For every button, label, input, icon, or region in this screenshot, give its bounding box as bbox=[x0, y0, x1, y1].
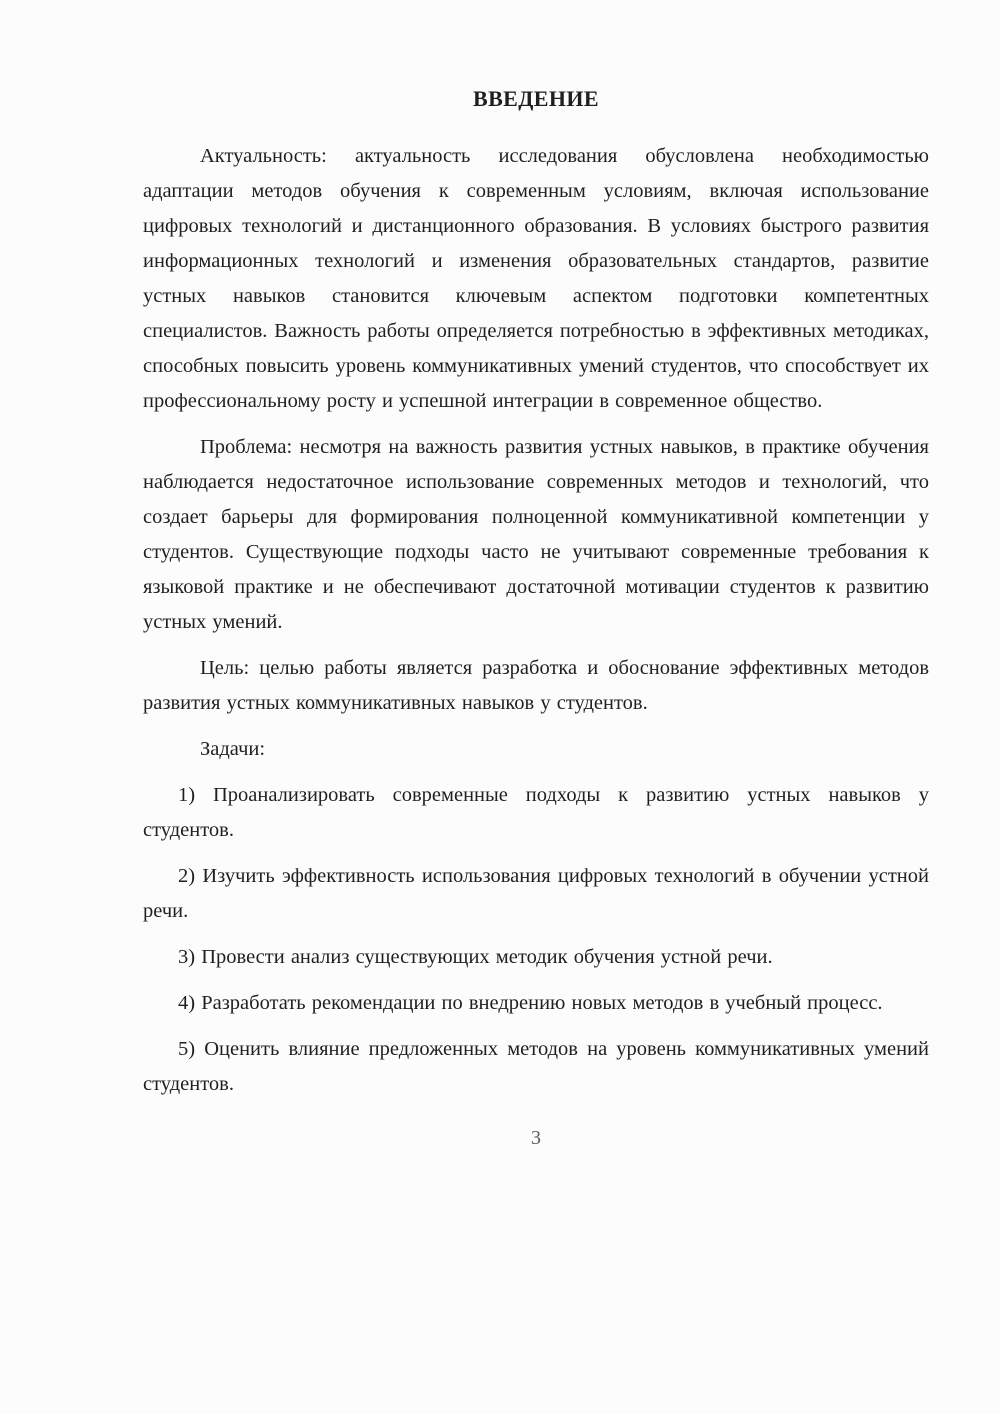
task-item-3: 3) Провести анализ существующих методик обучения устной речи. bbox=[178, 946, 773, 968]
task-item-2: 2) Изучить эффективность использования цифровых технологий в обучении устной речи. bbox=[143, 865, 929, 922]
page-number: 3 bbox=[531, 1127, 541, 1149]
paragraph-relevance: Актуальность: актуальность исследования обусловлена необходимостью адаптации методов обучения к современным условиям, включая использование цифровых технологий и дистанционного образования. В условиях быстрого развития информационных технологий и изменения образовательных стандартов, развитие устных навыков становится ключевым аспектом подготовки компетентных специалистов. Важность работы определяется потребностью в эффективных методиках, способных повысить уровень коммуникативных умений студентов, что способствует их профессиональному росту и успешной интеграции в современное общество. bbox=[143, 145, 929, 412]
task-item-4: 4) Разработать рекомендации по внедрению новых методов в учебный процесс. bbox=[178, 992, 883, 1014]
task-item-5: 5) Оценить влияние предложенных методов на уровень коммуникативных умений студентов. bbox=[143, 1038, 929, 1095]
paragraph-goal: Цель: целью работы является разработка и обоснование эффективных методов развития устных коммуникативных навыков у студентов. bbox=[143, 657, 929, 714]
paragraph-problem: Проблема: несмотря на важность развития устных навыков, в практике обучения наблюдается недостаточное использование современных методов и технологий, что создает барьеры для формирования полноценной коммуникативной компетенции у студентов. Существующие подходы часто не учитывают современные требования к языковой практике и не обеспечивают достаточной мотивации студентов к развитию устных умений. bbox=[143, 436, 929, 633]
task-item-1: 1) Проанализировать современные подходы к развитию устных навыков у студентов. bbox=[143, 784, 929, 841]
page-title: ВВЕДЕНИЕ bbox=[473, 86, 599, 111]
paragraph-tasks-label: Задачи: bbox=[200, 738, 266, 760]
